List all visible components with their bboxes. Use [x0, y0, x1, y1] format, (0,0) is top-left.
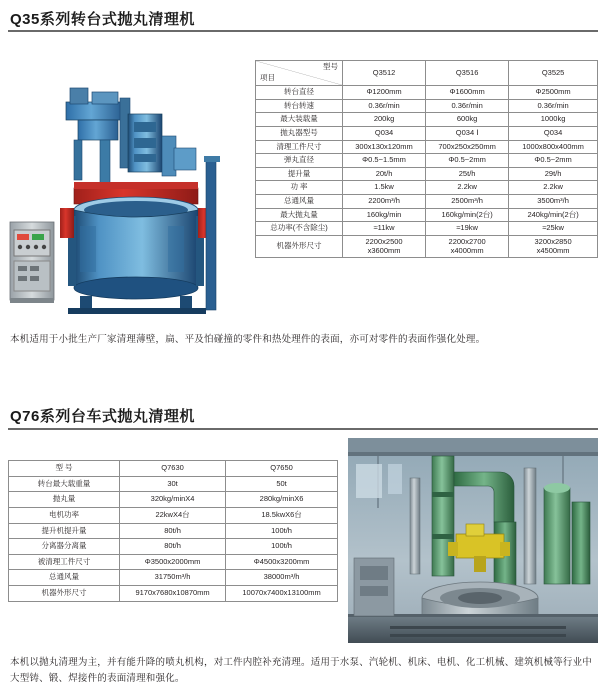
table-cell: Q034 Ⅰ: [426, 126, 509, 140]
table-cell: 30t: [120, 476, 226, 492]
table-row: [256, 154, 598, 168]
table-row-label: 转台直径: [256, 86, 343, 100]
table-row-label: 提升量: [256, 167, 343, 181]
table-row-label: 总功率(不含除尘): [256, 222, 343, 236]
machine-main-body: [68, 197, 204, 299]
section2-title: Q76系列台车式抛丸清理机: [10, 408, 195, 425]
table-cell: Φ0.5~2mm: [426, 154, 509, 168]
table-cell: 29t/h: [509, 167, 598, 181]
table-corner-cell: [256, 61, 343, 86]
section2-paragraph: 本机以抛丸清理为主，并有能升降的喷丸机构，对工件内腔补充清理。适用于水泵、汽轮机、机床、电机、化工机械、建筑机械等行业中大型铸、锻、焊接件的表面清理和强化。: [10, 657, 593, 685]
table-model-header: Q3516: [426, 61, 509, 86]
table-row-label: 最大装载量: [256, 113, 343, 127]
table-cell: 38000m³/h: [226, 570, 338, 586]
table-row: [256, 167, 598, 181]
table-cell: Φ1200mm: [343, 86, 426, 100]
table-row-label: 分离器分离量: [9, 539, 120, 555]
table-row-label: 弹丸直径: [256, 154, 343, 168]
section1-title: Q35系列转台式抛丸清理机: [10, 11, 195, 28]
side-block-left: [60, 208, 74, 238]
table-row-label: 转台最大载重量: [9, 476, 120, 492]
table-row: [256, 86, 598, 100]
table-cell: 200kg: [343, 113, 426, 127]
table-cell: 600kg: [426, 113, 509, 127]
table-row: [256, 113, 598, 127]
table-cell: 280kg/minX6: [226, 492, 338, 508]
table-model-header: Q7630: [120, 461, 226, 477]
table-cell: 300x130x120mm: [343, 140, 426, 154]
table-row: [9, 554, 338, 570]
section2-underline: [8, 428, 598, 430]
table-cell: Φ4500x3200mm: [226, 554, 338, 570]
table-cell: 31750m³/h: [120, 570, 226, 586]
table-row-label: 提升机提升量: [9, 523, 120, 539]
table-cell: 10070x7400x13100mm: [226, 586, 338, 602]
table-cell: 2500m³/h: [426, 195, 509, 209]
table-cell: ≈19kw: [426, 222, 509, 236]
table-row-label: 机器外形尺寸: [256, 235, 343, 257]
section1-underline: [8, 30, 598, 32]
table-cell: 1000kg: [509, 113, 598, 127]
table-cell: 0.36r/min: [426, 99, 509, 113]
table-cell: 700x250x250mm: [426, 140, 509, 154]
spec-table-q35: [255, 60, 598, 258]
table-cell: 2.2kw: [426, 181, 509, 195]
table-q35: [255, 60, 598, 258]
table-q76: [8, 460, 338, 602]
table-header-row: [256, 61, 598, 86]
table-row-label: 最大抛丸量: [256, 208, 343, 222]
green-duct-left: [432, 456, 454, 576]
table-cell: 2200x2700 x4000mm: [426, 235, 509, 257]
table-cell: 2200x2500 x3600mm: [343, 235, 426, 257]
table-model-header: Q7650: [226, 461, 338, 477]
table-cell: Φ1600mm: [426, 86, 509, 100]
table-cell: 50t: [226, 476, 338, 492]
table-cell: 3500m³/h: [509, 195, 598, 209]
table-row: [9, 523, 338, 539]
section1-paragraph: 本机适用于小批生产厂家清理薄壁，扁、平及怕碰撞的零件和热处理件的表面，亦可对零件的表面作强化处理。: [10, 334, 486, 345]
table-row: [256, 208, 598, 222]
table-cell: 160kg/min(2台): [426, 208, 509, 222]
table-row-label: 机器外形尺寸: [9, 586, 120, 602]
table-row-label: 电机功率: [9, 507, 120, 523]
table-row-label: 总通风量: [9, 570, 120, 586]
table-row-label: 清理工件尺寸: [256, 140, 343, 154]
table-cell: 100t/h: [226, 539, 338, 555]
table-cell: Φ3500x2000mm: [120, 554, 226, 570]
corner-col-label: 型号: [323, 62, 338, 71]
table-cell: 320kg/minX4: [120, 492, 226, 508]
table-row: [9, 586, 338, 602]
table-cell: 25t/h: [426, 167, 509, 181]
table-row-label: 抛丸量: [9, 492, 120, 508]
table-cell: 100t/h: [226, 523, 338, 539]
shot-blasting-machine-illustration: [8, 40, 248, 320]
factory-machine-photo: [348, 438, 598, 643]
table-cell: ≈25kw: [509, 222, 598, 236]
table-cell: 3200x2850 x4500mm: [509, 235, 598, 257]
table-header-row: [9, 461, 338, 477]
table-cell: 1000x800x400mm: [509, 140, 598, 154]
table-row: [256, 126, 598, 140]
table-row-label: 总通风量: [256, 195, 343, 209]
table-cell: 18.5kwX6台: [226, 507, 338, 523]
spec-table-q76: [8, 460, 338, 602]
table-cell: Q034: [509, 126, 598, 140]
table-header-label: 型 号: [9, 461, 120, 477]
table-row: [256, 181, 598, 195]
table-cell: 22kwX4台: [120, 507, 226, 523]
table-row: [9, 492, 338, 508]
table-row: [9, 507, 338, 523]
table-cell: Φ0.5~2mm: [509, 154, 598, 168]
table-cell: 0.36r/min: [343, 99, 426, 113]
table-cell: 80t/h: [120, 539, 226, 555]
table-cell: 2200m³/h: [343, 195, 426, 209]
table-row-label: 功 率: [256, 181, 343, 195]
table-cell: Φ2500mm: [509, 86, 598, 100]
table-row-label: 被清理工件尺寸: [9, 554, 120, 570]
table-cell: 2.2kw: [509, 181, 598, 195]
table-cell: 1.5kw: [343, 181, 426, 195]
table-model-header: Q3525: [509, 61, 598, 86]
table-cell: 0.36r/min: [509, 99, 598, 113]
table-cell: ≈11kw: [343, 222, 426, 236]
table-cell: Φ0.5~1.5mm: [343, 154, 426, 168]
table-row-label: 抛丸器型号: [256, 126, 343, 140]
table-row: [9, 570, 338, 586]
table-row: [256, 140, 598, 154]
table-row: [256, 235, 598, 257]
table-row-label: 转台转速: [256, 99, 343, 113]
table-cell: Q034: [343, 126, 426, 140]
table-row: [256, 195, 598, 209]
table-cell: 80t/h: [120, 523, 226, 539]
table-row: [256, 99, 598, 113]
table-row: [256, 222, 598, 236]
elevator-housing: [66, 88, 196, 184]
table-model-header: Q3512: [343, 61, 426, 86]
corner-row-label: 项目: [260, 73, 275, 83]
support-column: [206, 160, 216, 310]
control-cabinet: [10, 222, 54, 303]
table-row: [9, 476, 338, 492]
table-row: [9, 539, 338, 555]
table-cell: 9170x7680x10870mm: [120, 586, 226, 602]
table-cell: 240kg/min(2台): [509, 208, 598, 222]
table-cell: 20t/h: [343, 167, 426, 181]
table-cell: 160kg/min: [343, 208, 426, 222]
